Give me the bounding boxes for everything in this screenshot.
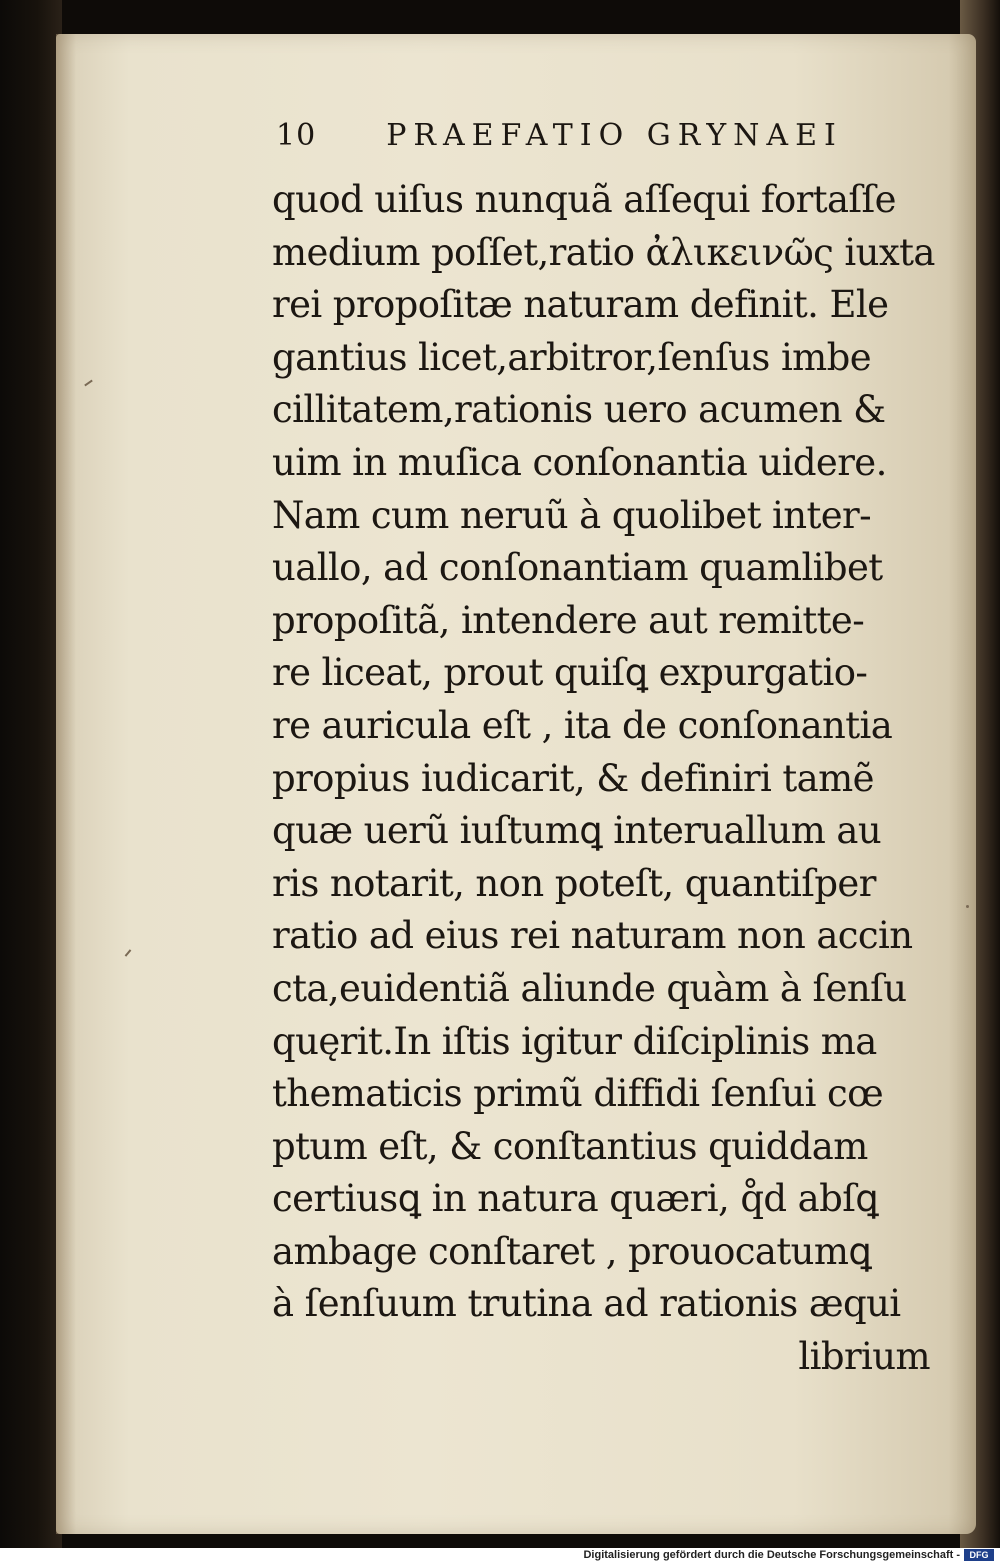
running-head [272,118,942,170]
text-line: quęrit.In iſtis igitur diſciplinis ma [272,1019,877,1063]
running-title: PRAEFATIO GRYNAEI [386,118,843,153]
text-line: medium poſſet,ratio ἀλικεινῶς iuxta [272,230,935,274]
gutter-shadow [56,34,76,1534]
stray-ink-mark [966,905,969,908]
text-line: rei propoſitæ naturam definit. Ele [272,283,889,327]
digitization-footer [0,1548,1000,1562]
text-line: propoſitã, intendere aut remitte- [272,598,865,642]
text-line: à ſenſuum trutina ad rationis æqui [272,1282,901,1326]
text-line: re auricula eſt , ita de conſonantia [272,703,893,747]
text-line: gantius licet,arbitror,ſenſus imbe [272,335,872,379]
page-number: 10 [276,118,317,153]
body-text [272,174,942,1384]
text-line: ratio ad eius rei naturam non accin [272,914,913,958]
text-line: quod uiſus nunquã aſſequi fortaſſe [272,178,896,221]
text-line: certiusꝗ in natura quæri, q̊d abſꝗ [272,1177,879,1221]
text-line: cillitatem,rationis uero acumen & [272,388,886,432]
text-line: quæ uerũ iuſtumꝗ interuallum au [272,809,882,853]
text-line: cta,euidentiã aliunde quàm à ſenſu [272,966,907,1010]
catchword: librium [798,1335,930,1379]
text-line: re liceat, prout quiſꝗ expurgatio- [272,651,868,695]
text-line: Nam cum neruũ à quolibet inter- [272,493,872,537]
funding-credit: Digitalisierung gefördert durch die Deutsche Forschungsgemeinschaft - [583,1549,960,1561]
book-spine-shadow [0,0,62,1548]
printed-text-block [272,118,942,1384]
text-line: thematicis primũ diffidi ſenſui cœ [272,1072,884,1116]
text-line: ptum eſt, & conſtantius quiddam [272,1124,868,1168]
text-line: uim in muſica conſonantia uidere. [272,440,887,484]
dfg-logo: DFG [964,1549,994,1561]
text-line: propius iudicarit, & definiri tamẽ [272,756,874,800]
text-line: ambage conſtaret , prouocatumꝗ [272,1229,872,1273]
text-line: uallo, ad conſonantiam quamlibet [272,546,883,590]
text-line: ris notarit, non poteſt, quantiſper [272,861,876,905]
